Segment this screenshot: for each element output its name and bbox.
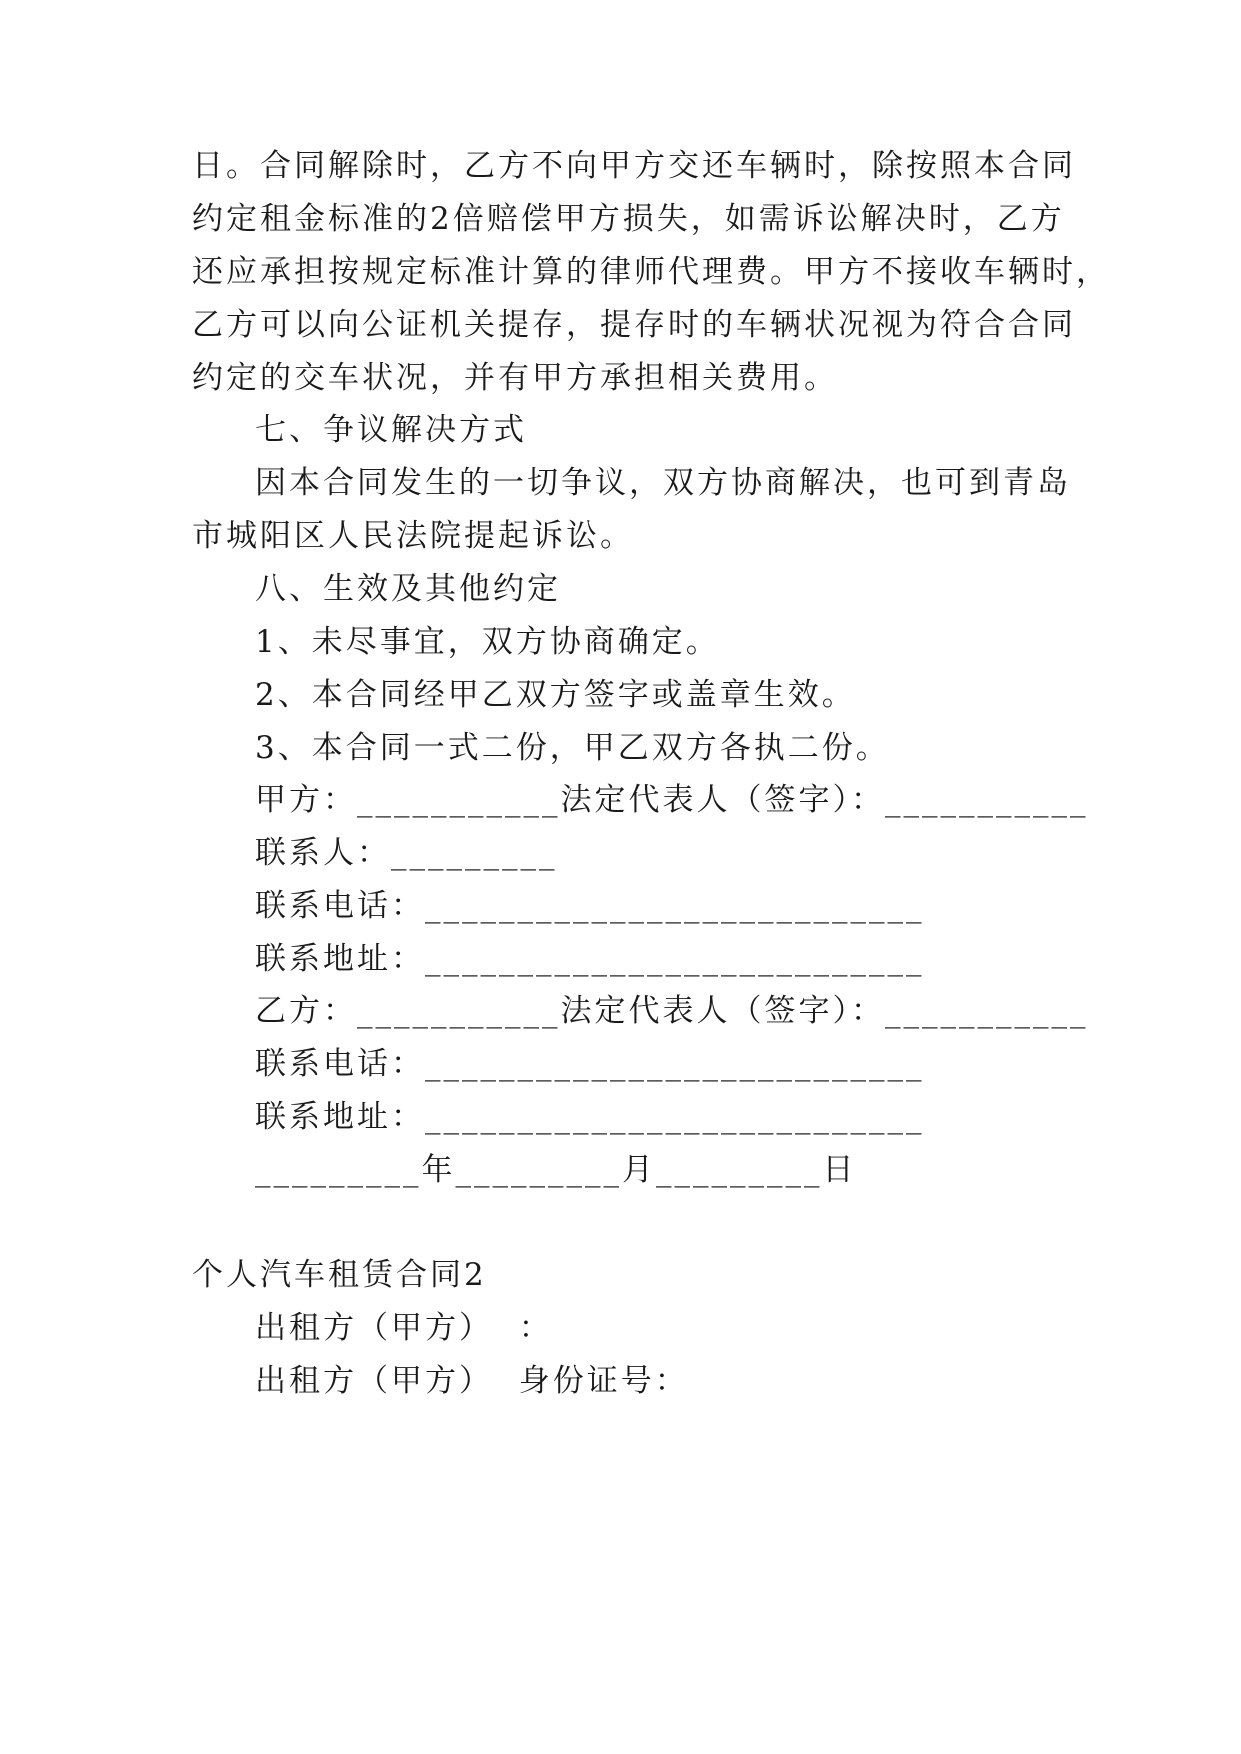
paragraph-line: 乙方可以向公证机关提存，提存时的车辆状况视为符合合同 <box>192 307 1076 343</box>
list-item: 1、未尽事宜，双方协商确定。 <box>255 624 720 660</box>
contract-title: 个人汽车租赁合同2 <box>192 1257 487 1293</box>
paragraph-line: 因本合同发生的一切争议，双方协商解决，也可到青岛 <box>255 465 1071 501</box>
party-a-signature-line: 甲方：___________法定代表人（签字）：___________ <box>255 782 1089 818</box>
party-a-address-line: 联系地址：___________________________ <box>255 941 925 977</box>
party-a-phone-line: 联系电话：___________________________ <box>255 888 925 924</box>
lessor-id-line: 出租方（甲方） 身份证号： <box>255 1363 689 1399</box>
paragraph-line: 还应承担按规定标准计算的律师代理费。甲方不接收车辆时， <box>192 254 1110 290</box>
list-item: 3、本合同一式二份，甲乙双方各执二份。 <box>255 730 890 766</box>
paragraph-line: 约定租金标准的2倍赔偿甲方损失，如需诉讼解决时，乙方 <box>192 201 1065 237</box>
paragraph-line: 日。合同解除时，乙方不向甲方交还车辆时，除按照本合同 <box>192 148 1076 184</box>
list-item: 2、本合同经甲乙双方签字或盖章生效。 <box>255 677 856 713</box>
lessor-line: 出租方（甲方） ： <box>255 1310 553 1346</box>
section-heading: 七、争议解决方式 <box>255 412 527 448</box>
party-a-contact-line: 联系人：_________ <box>255 835 558 871</box>
date-line: _________年_________月_________日 <box>255 1152 857 1188</box>
paragraph-line: 约定的交车状况，并有甲方承担相关费用。 <box>192 360 838 396</box>
party-b-signature-line: 乙方：___________法定代表人（签字）：___________ <box>255 993 1089 1029</box>
party-b-address-line: 联系地址：___________________________ <box>255 1099 925 1135</box>
paragraph-line: 市城阳区人民法院提起诉讼。 <box>192 518 634 554</box>
party-b-phone-line: 联系电话：___________________________ <box>255 1046 925 1082</box>
section-heading: 八、生效及其他约定 <box>255 571 561 607</box>
